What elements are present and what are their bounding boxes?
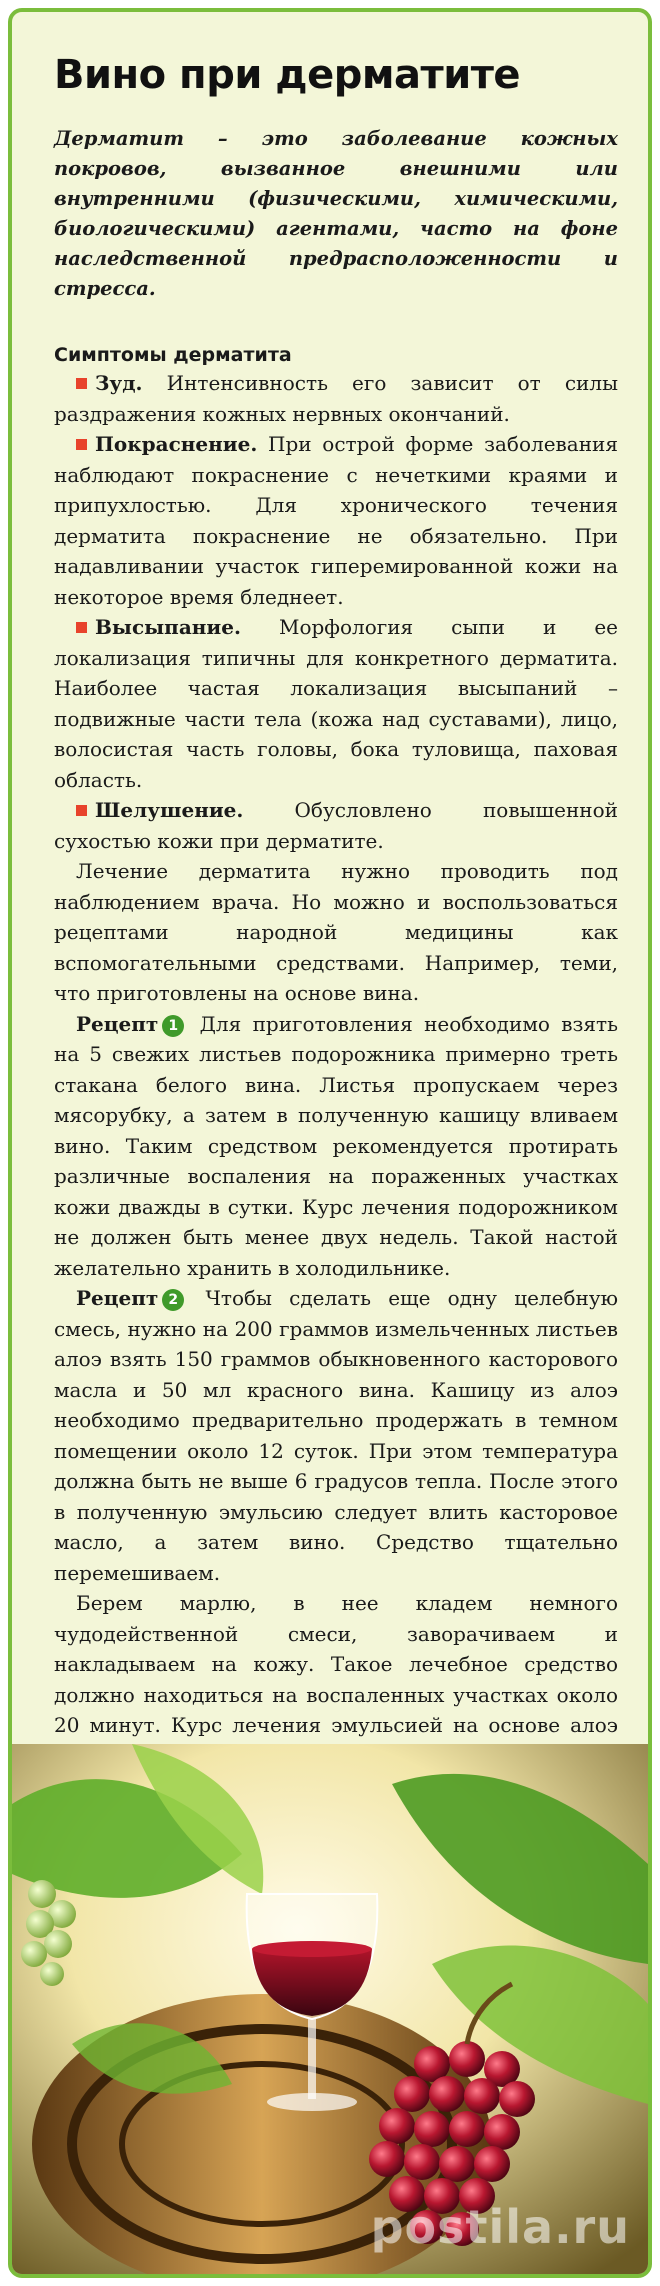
site-watermark: postila.ru <box>370 2200 630 2254</box>
recipe-label: Рецепт <box>76 1286 159 1310</box>
symptom-item <box>54 795 618 856</box>
bullet-square-icon <box>76 378 87 389</box>
symptom-term: Высыпание. <box>95 615 241 639</box>
recipe-label: Рецепт <box>76 1011 159 1036</box>
recipe-text: Чтобы сделать еще одну целебную смесь, нужно на 200 граммов измельченных листьев алоэ взять 150 граммов обыкновенного касторового масла и 50 мл красного вина. Кашицу из алоэ необходимо предварительно продержать в темном помещении около 12 суток. При этом температура должна быть не выше 6 градусов тепла. После этого в полученную эмульсию следует влить касторовое масло, а затем вино. Средство тщательно перемешиваем. <box>54 1286 618 1585</box>
recipe-1 <box>54 1009 618 1284</box>
wine-grapes-photo <box>12 1744 648 2274</box>
symptom-term: Зуд. <box>95 371 143 395</box>
symptom-text: Обусловлено повышенной сухостью кожи при дерматите. <box>54 798 618 853</box>
symptom-text: Морфология сыпи и ее локализация типичны для конкретного дерматита. Наиболее частая локализация высыпаний – подвижные части тела (кожа над суставами), лицо, волосистая часть головы, бока туловища, паховая область. <box>54 615 619 792</box>
bullet-square-icon <box>76 439 87 450</box>
symptoms-heading: Симптомы дерматита <box>54 344 292 366</box>
article-lead: Дерматит – это заболевание кожных покровов, вызванное внешними или внутренними (физическими, химическими, биологическими) агентами, часто на фоне наследственной предрасположенности и стресса. <box>54 127 618 300</box>
recipe-number-badge: 2 <box>162 1289 184 1311</box>
article-title: Вино при дерматите <box>54 52 521 98</box>
symptom-term: Покраснение. <box>95 432 258 456</box>
recipe-2 <box>54 1283 618 1588</box>
recipe-number-badge: 1 <box>162 1015 184 1037</box>
intro-paragraph: Лечение дерматита нужно проводить под наблюдением врача. Но можно и воспользоваться рецептами народной медицины как вспомогательными средствами. Например, теми, что приготовлены на основе вина. <box>54 859 618 1005</box>
symptom-item <box>54 429 618 612</box>
bullet-square-icon <box>76 805 87 816</box>
bullet-square-icon <box>76 622 87 633</box>
symptom-term: Шелушение. <box>95 798 244 822</box>
symptom-item <box>54 612 618 795</box>
article-card <box>8 8 652 2278</box>
symptom-item <box>54 368 618 429</box>
symptom-text: При острой форме заболевания наблюдают покраснение с нечеткими краями и припухлостью. Для хронического течения дерматита покраснение не обязательно. При надавливании участок гиперемированной кожи на некоторое время бледнеет. <box>54 432 618 609</box>
symptom-text: Интенсивность его зависит от силы раздражения кожных нервных окончаний. <box>54 371 618 426</box>
closing-paragraph: Берем марлю, в нее кладем немного чудодейственной смеси, заворачиваем и накладываем на кожу. Такое лечебное средство должно находиться на воспаленных участках около 20 минут. Курс лечения эмульсией на основе алоэ <box>54 1591 618 1737</box>
recipe-text: Для приготовления необходимо взять на 5 свежих листьев подорожника примерно треть стакана белого вина. Листья пропускаем через мясорубку, а затем в полученную кашицу вливаем вино. Таким средством рекомендуется протирать различные воспаления на пораженных участках кожи дважды в сутки. Курс лечения подорожником не должен быть менее двух недель. Такой настой желательно хранить в холодильнике. <box>54 1011 619 1280</box>
